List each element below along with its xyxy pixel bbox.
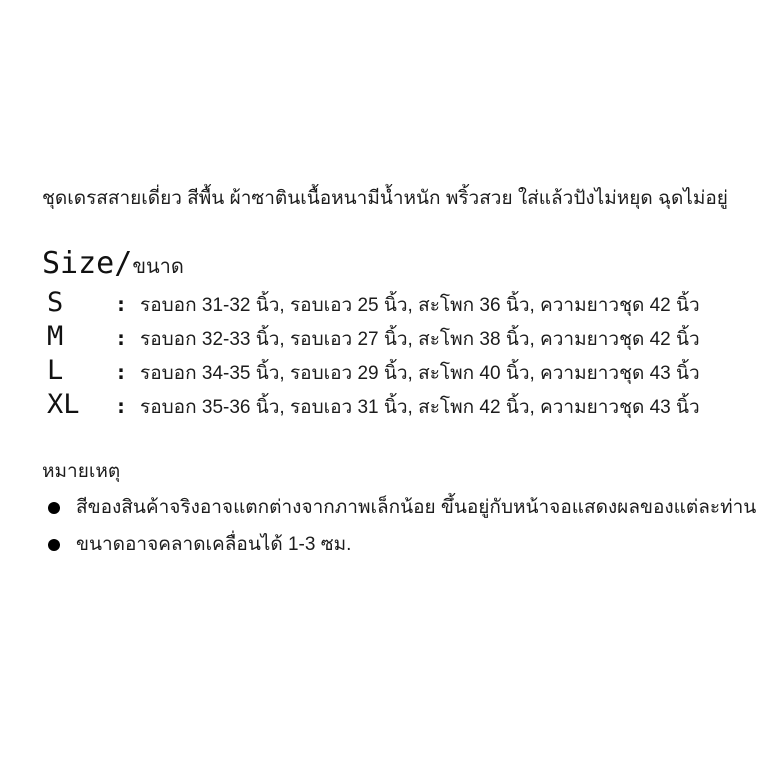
size-heading-en: Size/ [42,246,133,281]
size-heading [42,246,184,288]
size-details-l: รอบอก 34-35 นิ้ว, รอบเอว 29 นิ้ว, สะโพก 40 นิ้ว, ความยาวชุด 43 นิ้ว [140,363,700,384]
note-text: สีของสินค้าจริงอาจแตกต่างจากภาพเล็กน้อย ขึ้นอยู่กับหน้าจอแสดงผลของแต่ละท่าน [76,497,757,518]
bullet-icon [48,502,60,514]
size-separator: : [115,292,128,316]
size-table [42,287,742,423]
size-details-s: รอบอก 31-32 นิ้ว, รอบเอว 25 นิ้ว, สะโพก 36 นิ้ว, ความยาวชุด 42 นิ้ว [140,295,700,316]
size-label-xl: XL [47,389,80,420]
note-item [42,530,351,560]
size-row-m [42,321,742,355]
size-details-m: รอบอก 32-33 นิ้ว, รอบเอว 27 นิ้ว, สะโพก 38 นิ้ว, ความยาวชุด 42 นิ้ว [140,329,700,350]
size-details-xl: รอบอก 35-36 นิ้ว, รอบเอว 31 นิ้ว, สะโพก 42 นิ้ว, ความยาวชุด 43 นิ้ว [140,397,700,418]
bullet-icon [48,539,60,551]
product-description-text: ชุดเดรสสายเดี่ยว สีพื้น ผ้าซาตินเนื้อหนามีน้ำหนัก พริ้วสวย ใส่แล้วปังไม่หยุด ฉุดไม่อยู่ [42,188,728,209]
note-item [42,493,756,523]
size-separator: : [115,326,128,350]
size-separator: : [115,360,128,384]
note-text: ขนาดอาจคลาดเคลื่อนได้ 1-3 ซม. [76,534,352,555]
size-row-xl [42,389,742,423]
size-row-s [42,287,742,321]
size-separator: : [115,394,128,418]
size-label-s: S [47,287,64,318]
size-label-m: M [47,321,64,352]
size-label-l: L [47,355,64,386]
size-row-l [42,355,742,389]
size-heading-th: ขนาด [132,256,184,278]
notes-heading: หมายเหตุ [42,461,121,482]
